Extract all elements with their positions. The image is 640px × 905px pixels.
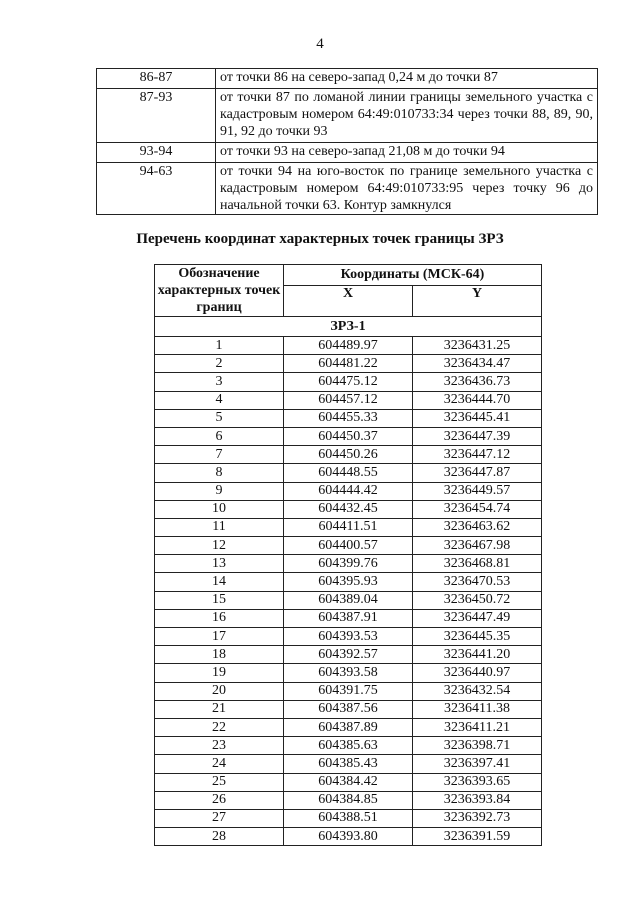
point-number: 14 <box>155 573 284 591</box>
boundary-row <box>97 89 598 143</box>
coordinate-y: 3236445.35 <box>413 628 542 646</box>
point-number: 23 <box>155 737 284 755</box>
coordinate-y: 3236450.72 <box>413 591 542 609</box>
coordinate-row <box>155 391 542 409</box>
point-number: 20 <box>155 682 284 700</box>
point-number: 18 <box>155 646 284 664</box>
coordinate-y: 3236468.81 <box>413 555 542 573</box>
coordinate-x: 604393.53 <box>284 628 413 646</box>
coordinate-x: 604393.80 <box>284 828 413 846</box>
coordinate-y: 3236432.54 <box>413 682 542 700</box>
boundary-row <box>97 69 598 89</box>
coordinate-y: 3236447.49 <box>413 609 542 627</box>
coordinate-y: 3236444.70 <box>413 391 542 409</box>
coordinate-x: 604450.26 <box>284 446 413 464</box>
point-number: 3 <box>155 373 284 391</box>
coordinate-y: 3236454.74 <box>413 500 542 518</box>
page-number: 4 <box>316 36 324 52</box>
coordinate-x: 604399.76 <box>284 555 413 573</box>
coordinate-row <box>155 482 542 500</box>
coordinate-y: 3236447.87 <box>413 464 542 482</box>
coordinate-x: 604393.58 <box>284 664 413 682</box>
coordinate-x: 604444.42 <box>284 482 413 500</box>
coordinate-x: 604448.55 <box>284 464 413 482</box>
coordinate-x: 604400.57 <box>284 537 413 555</box>
section-title: Перечень координат характерных точек границы ЗРЗ <box>136 231 504 247</box>
coordinate-row <box>155 409 542 427</box>
coordinate-y: 3236440.97 <box>413 664 542 682</box>
coordinate-x: 604455.33 <box>284 409 413 427</box>
boundary-description: от точки 94 на юго-восток по границе земельного участка с кадастровым номером 64:49:010733:95 через точку 96 до начальной точки 63. Контур замкнулся <box>216 163 598 215</box>
coordinate-row <box>155 427 542 445</box>
coordinate-y: 3236393.65 <box>413 773 542 791</box>
coordinate-row <box>155 500 542 518</box>
coordinate-x: 604450.37 <box>284 427 413 445</box>
coordinate-y: 3236411.38 <box>413 700 542 718</box>
coordinate-x: 604411.51 <box>284 518 413 536</box>
boundary-description: от точки 87 по ломаной линии границы земельного участка с кадастровым номером 64:49:010733:34 через точки 88, 89, 90, 91, 92 до точки 93 <box>216 89 598 143</box>
point-number: 11 <box>155 518 284 536</box>
point-number: 2 <box>155 355 284 373</box>
boundary-segment: 87-93 <box>97 89 216 143</box>
zone-label: ЗРЗ-1 <box>155 317 542 337</box>
coordinate-row <box>155 555 542 573</box>
point-number: 6 <box>155 427 284 445</box>
coordinate-y: 3236431.25 <box>413 337 542 355</box>
point-number: 19 <box>155 664 284 682</box>
coordinate-x: 604388.51 <box>284 809 413 827</box>
coordinate-y: 3236436.73 <box>413 373 542 391</box>
point-number: 15 <box>155 591 284 609</box>
coordinate-x: 604432.45 <box>284 500 413 518</box>
coordinate-y: 3236449.57 <box>413 482 542 500</box>
coordinate-y: 3236434.47 <box>413 355 542 373</box>
coordinates-table <box>154 264 542 846</box>
coordinate-y: 3236397.41 <box>413 755 542 773</box>
coordinate-row <box>155 700 542 718</box>
header-designation: Обозначение характерных точек границ <box>155 265 284 317</box>
point-number: 7 <box>155 446 284 464</box>
coordinate-y: 3236447.12 <box>413 446 542 464</box>
point-number: 28 <box>155 828 284 846</box>
coordinate-row <box>155 809 542 827</box>
point-number: 25 <box>155 773 284 791</box>
coordinate-row <box>155 791 542 809</box>
coordinate-y: 3236392.73 <box>413 809 542 827</box>
coordinate-row <box>155 682 542 700</box>
coordinate-row <box>155 591 542 609</box>
coordinate-x: 604481.22 <box>284 355 413 373</box>
point-number: 1 <box>155 337 284 355</box>
coordinate-row <box>155 609 542 627</box>
coordinate-row <box>155 537 542 555</box>
coordinate-row <box>155 337 542 355</box>
coordinate-x: 604387.89 <box>284 718 413 736</box>
coordinate-x: 604387.56 <box>284 700 413 718</box>
coordinate-row <box>155 518 542 536</box>
coordinate-row <box>155 755 542 773</box>
coordinate-row <box>155 664 542 682</box>
coordinate-row <box>155 464 542 482</box>
point-number: 27 <box>155 809 284 827</box>
coordinate-y: 3236398.71 <box>413 737 542 755</box>
coordinate-row <box>155 373 542 391</box>
boundary-description-table <box>96 68 598 215</box>
coordinate-row <box>155 828 542 846</box>
coordinate-row <box>155 737 542 755</box>
point-number: 5 <box>155 409 284 427</box>
coordinate-x: 604389.04 <box>284 591 413 609</box>
coordinate-y: 3236441.20 <box>413 646 542 664</box>
coordinate-y: 3236411.21 <box>413 718 542 736</box>
point-number: 21 <box>155 700 284 718</box>
point-number: 16 <box>155 609 284 627</box>
coordinate-x: 604385.43 <box>284 755 413 773</box>
boundary-row <box>97 163 598 215</box>
point-number: 9 <box>155 482 284 500</box>
coordinate-x: 604385.63 <box>284 737 413 755</box>
point-number: 22 <box>155 718 284 736</box>
coordinate-row <box>155 573 542 591</box>
point-number: 24 <box>155 755 284 773</box>
point-number: 13 <box>155 555 284 573</box>
boundary-segment: 86-87 <box>97 69 216 89</box>
coordinate-y: 3236463.62 <box>413 518 542 536</box>
coordinate-y: 3236445.41 <box>413 409 542 427</box>
coordinate-y: 3236393.84 <box>413 791 542 809</box>
point-number: 26 <box>155 791 284 809</box>
point-number: 12 <box>155 537 284 555</box>
coordinate-row <box>155 646 542 664</box>
point-number: 10 <box>155 500 284 518</box>
coordinate-y: 3236470.53 <box>413 573 542 591</box>
coordinate-x: 604387.91 <box>284 609 413 627</box>
boundary-segment: 94-63 <box>97 163 216 215</box>
coordinate-x: 604489.97 <box>284 337 413 355</box>
coordinate-row <box>155 718 542 736</box>
point-number: 4 <box>155 391 284 409</box>
header-x: X <box>284 286 413 317</box>
boundary-description: от точки 86 на северо-запад 0,24 м до точки 87 <box>216 69 598 89</box>
boundary-description: от точки 93 на северо-запад 21,08 м до точки 94 <box>216 143 598 163</box>
coordinate-x: 604457.12 <box>284 391 413 409</box>
coordinate-x: 604384.85 <box>284 791 413 809</box>
coordinate-row <box>155 773 542 791</box>
point-number: 8 <box>155 464 284 482</box>
coordinate-x: 604391.75 <box>284 682 413 700</box>
coordinate-row <box>155 446 542 464</box>
header-coordinates: Координаты (МСК-64) <box>284 265 542 286</box>
boundary-row <box>97 143 598 163</box>
coordinate-y: 3236391.59 <box>413 828 542 846</box>
coordinate-x: 604392.57 <box>284 646 413 664</box>
coordinate-row <box>155 628 542 646</box>
coordinate-y: 3236447.39 <box>413 427 542 445</box>
coordinate-row <box>155 355 542 373</box>
coordinate-x: 604395.93 <box>284 573 413 591</box>
coordinate-x: 604475.12 <box>284 373 413 391</box>
point-number: 17 <box>155 628 284 646</box>
coordinate-x: 604384.42 <box>284 773 413 791</box>
coordinate-y: 3236467.98 <box>413 537 542 555</box>
boundary-segment: 93-94 <box>97 143 216 163</box>
zone-row <box>155 317 542 337</box>
header-y: Y <box>413 286 542 317</box>
